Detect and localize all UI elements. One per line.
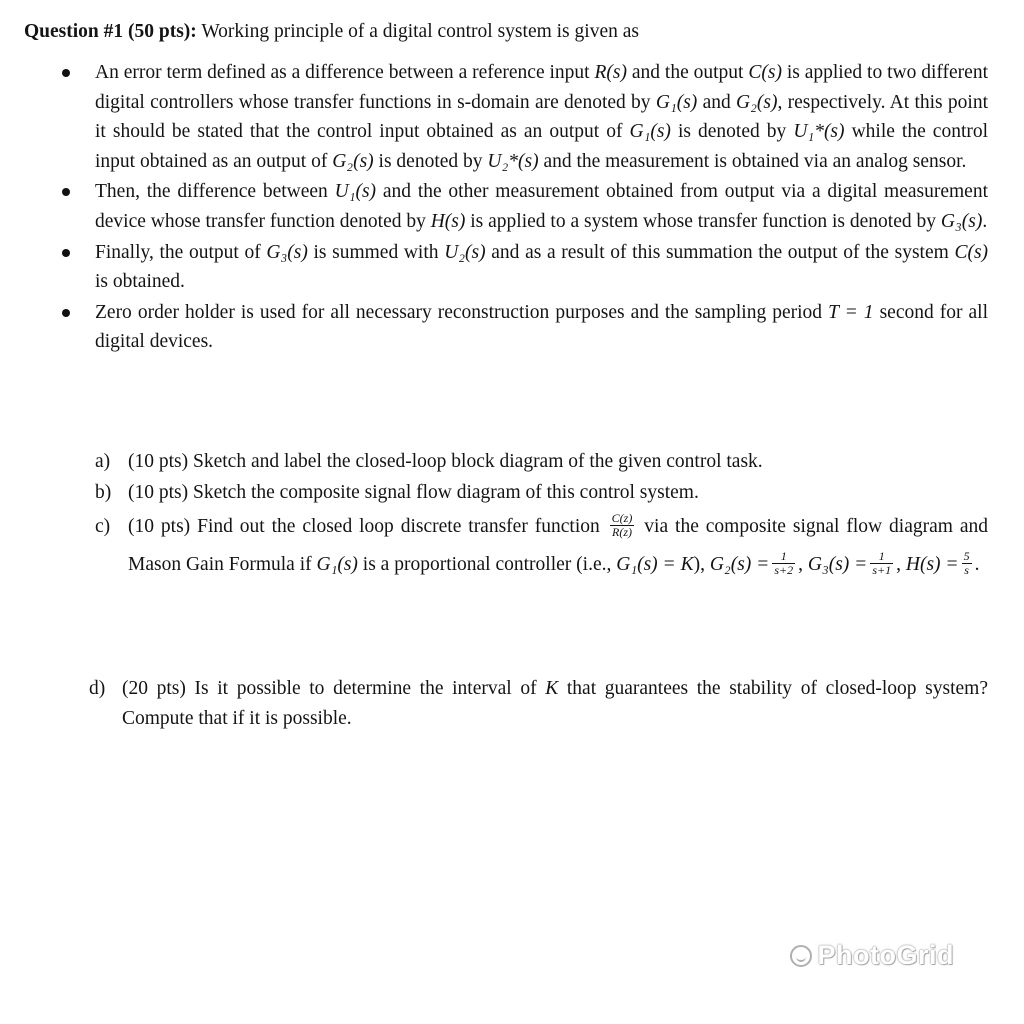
text: and the output — [631, 62, 744, 83]
part-c: c) (10 pts) Find out the closed loop discrete transfer function $\frac{C(z)}{R(z)}$ via the composite signal flow diagram and Mason Gain Formula if G₁(s) is a proportional controller (i.e., G₁(s) = K), G₂(s) = $\frac{1}{s+2}$ , G₃(s) = $\frac{1}{s+1}$ , H(s) = $\frac{5}{s}$ . — [0, 508, 1024, 584]
text: is obtained. — [95, 271, 185, 293]
list-item — [0, 238, 1024, 297]
text: . — [982, 210, 988, 232]
math-k: K — [545, 678, 559, 699]
text: , respectively. At this point it should be stated that the control input obtained as an output of — [95, 91, 989, 143]
part-letter: c) — [95, 516, 111, 538]
fraction-denominator: s+1 — [872, 563, 892, 578]
math-u1: U₁(s) — [334, 181, 377, 203]
text: Then, the difference between — [95, 181, 328, 203]
fraction-denominator: s — [964, 563, 969, 578]
text: is summed with — [313, 241, 439, 263]
math-g1: G₁(s) — [316, 554, 358, 576]
list-item — [0, 298, 1024, 357]
part-a — [0, 447, 1024, 477]
math-t: T = 1 — [828, 301, 874, 323]
math-g1: G₁(s) — [655, 91, 698, 113]
photogrid-logo-icon — [790, 945, 812, 967]
part-letter: d) — [89, 678, 106, 699]
fraction-g2 — [772, 550, 795, 577]
fraction-numerator: 1 — [772, 550, 795, 564]
fraction-denominator: s+2 — [774, 563, 794, 578]
text: is applied to two different digital controllers whose transfer functions in s-domain are denoted by — [95, 62, 988, 113]
math-u2-star: U₂*(s) — [487, 150, 539, 172]
bullet-icon — [62, 309, 70, 317]
text: while the control input obtained as an output of — [95, 121, 989, 172]
list-item — [0, 58, 1024, 176]
watermark-text: PhotoGrid — [817, 940, 954, 970]
fraction-transfer-function — [610, 512, 635, 539]
part-d — [0, 674, 1024, 733]
math-g1: G₁(s) — [629, 121, 671, 143]
math-u2: U₂(s) — [444, 241, 486, 263]
bullet-icon — [62, 188, 70, 196]
list-item — [0, 177, 1024, 236]
text: and — [702, 91, 731, 113]
text: is denoted by — [677, 121, 787, 143]
part-letter: b) — [95, 481, 112, 503]
math-h: H(s) — [430, 210, 466, 232]
math-g2: G₂(s) — [736, 91, 778, 113]
part-letter: a) — [95, 451, 111, 472]
question-intro: Working principle of a digital control system is given as — [201, 21, 639, 42]
principle-list — [0, 58, 1024, 358]
text: Zero order holder is used for all necessary reconstruction purposes and the sampling period — [95, 301, 823, 323]
math-r: R(s) — [594, 62, 627, 83]
text: (10 pts) Find out the closed loop discrete transfer function — [128, 516, 600, 538]
question-parts — [0, 447, 1024, 585]
fraction-denominator: R(z) — [612, 525, 632, 540]
part-text: (10 pts) Sketch the composite signal flow diagram of this control system. — [128, 481, 699, 503]
math-g1-k: G₁(s) = K — [616, 554, 694, 576]
math-g3: G₃(s) — [940, 210, 983, 232]
text: via the composite signal flow diagram and Mason Gain Formula if — [128, 516, 989, 576]
text: ), — [693, 554, 705, 576]
fraction-g3 — [870, 550, 893, 577]
question-label: Question #1 (50 pts): — [24, 21, 197, 42]
math-c: C(s) — [954, 241, 989, 263]
part-text: (10 pts) Sketch and label the closed-loop block diagram of the given control task. — [128, 451, 763, 472]
text: is applied to a system whose transfer function is denoted by — [470, 210, 936, 232]
text: (20 pts) Is it possible to determine the interval of — [122, 678, 537, 699]
question-part-d — [0, 674, 1024, 734]
text: is denoted by — [378, 150, 483, 172]
fraction-numerator: 5 — [963, 549, 970, 564]
text: and the other measurement obtained from output via a digital measurement device whose transfer function denoted by — [95, 181, 989, 232]
math-g2: G₂(s) = — [709, 554, 770, 576]
math-c: C(s) — [748, 62, 782, 83]
math-u1-star: U₁*(s) — [793, 121, 845, 143]
bullet-icon — [62, 249, 70, 257]
fraction-numerator: C(z) — [611, 511, 633, 526]
fraction-numerator: 1 — [870, 550, 893, 564]
question-header — [24, 19, 1004, 45]
text: An error term defined as a difference between a reference input — [95, 62, 590, 83]
math-g3: G₃(s) — [266, 241, 308, 263]
text: second for all digital devices. — [95, 301, 989, 353]
math-g3: G₃(s) = — [807, 554, 868, 576]
fraction-h — [962, 550, 972, 577]
math-g2: G₂(s) — [332, 150, 374, 172]
text: that guarantees the stability of closed-loop system? Compute that if it is possible. — [122, 678, 989, 729]
text: is a proportional controller (i.e., — [362, 554, 612, 576]
bullet-icon — [62, 69, 70, 77]
text: Finally, the output of — [95, 241, 261, 263]
photogrid-watermark — [790, 940, 954, 971]
text: and as a result of this summation the output of the system — [491, 241, 949, 263]
text: and the measurement is obtained via an analog sensor. — [543, 150, 967, 172]
math-h: H(s) = — [905, 554, 959, 576]
part-b — [0, 478, 1024, 508]
